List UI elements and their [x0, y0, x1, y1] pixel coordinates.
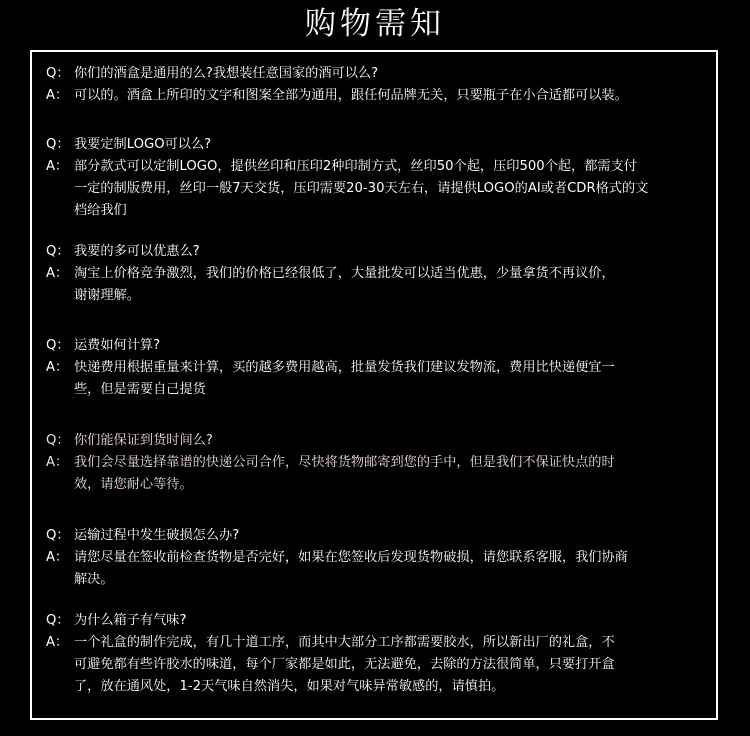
question-prefix: Q： [46, 66, 70, 81]
question-prefix: Q： [46, 433, 70, 448]
faq-item-7 [46, 610, 720, 698]
answer-line: 部分款式可以定制LOGO，提供丝印和压印2种印制方式，丝印50个起，压印500个起，都需支付 [74, 159, 637, 174]
answer-prefix: A： [46, 159, 69, 174]
faq-question [46, 525, 720, 547]
answer-prefix: A： [46, 455, 69, 470]
answer-line: 可以的。酒盒上所印的文字和图案全部为通用，跟任何品牌无关，只要瓶子在小合适都可以装。 [74, 88, 628, 103]
faq-item-5 [46, 430, 720, 496]
faq-answer [46, 85, 720, 107]
answer-line: 档给我们 [74, 203, 127, 218]
answer-line: 快递费用根据重量来计算，买的越多费用越高，批量发货我们建议发物流，费用比快递便宜一 [74, 360, 615, 375]
answer-prefix: A： [46, 635, 69, 650]
faq-answer [46, 547, 720, 591]
faq-question [46, 63, 720, 85]
faq-answer [46, 632, 720, 698]
faq-question [46, 610, 720, 632]
faq-question [46, 241, 720, 263]
faq-item-3 [46, 241, 720, 307]
answer-line: 请您尽量在签收前检查货物是否完好，如果在您签收后发现货物破损，请您联系客服，我们协商 [74, 550, 628, 565]
faq-question [46, 134, 720, 156]
page-title: 购物需知 [305, 6, 445, 42]
answer-line: 效，请您耐心等待。 [74, 477, 193, 492]
question-prefix: Q： [46, 613, 70, 628]
answer-line: 我们会尽量选择靠谱的快递公司合作，尽快将货物邮寄到您的手中，但是我们不保证快点的时 [74, 455, 615, 470]
question-prefix: Q： [46, 528, 70, 543]
question-text: 你们的酒盒是通用的么?我想装任意国家的酒可以么? [74, 66, 379, 81]
answer-line: 些，但是需要自己提货 [74, 382, 206, 397]
answer-line: 淘宝上价格竞争激烈，我们的价格已经很低了，大量批发可以适当优惠，少量拿货不再议价， [74, 266, 615, 281]
answer-line: 一定的制版费用，丝印一般7天交货，压印需要20-30天左右，请提供LOGO的AI或者CDR格式的文 [74, 181, 649, 196]
faq-item-4 [46, 335, 720, 401]
question-text: 我要定制LOGO可以么? [74, 137, 212, 152]
question-text: 运费如何计算? [74, 338, 161, 353]
faq-item-6 [46, 525, 720, 591]
answer-prefix: A： [46, 88, 69, 103]
question-text: 为什么箱子有气味? [74, 613, 187, 628]
answer-prefix: A： [46, 550, 69, 565]
answer-line: 一个礼盒的制作完成，有几十道工序，而其中大部分工序都需要胶水，所以新出厂的礼盒，不 [74, 635, 615, 650]
faq-question [46, 430, 720, 452]
answer-line: 谢谢理解。 [74, 288, 140, 303]
answer-prefix: A： [46, 360, 69, 375]
answer-line: 了，放在通风处，1-2天气味自然消失，如果对气味异常敏感的，请慎拍。 [74, 679, 505, 694]
question-text: 我要的多可以优惠么? [74, 244, 200, 259]
question-prefix: Q： [46, 244, 70, 259]
faq-answer [46, 452, 720, 496]
answer-line: 可避免都有些许胶水的味道，每个厂家都是如此，无法避免，去除的方法很简单，只要打开盒 [74, 657, 615, 672]
faq-answer [46, 357, 720, 401]
faq-item-1 [46, 63, 720, 107]
question-text: 运输过程中发生破损怎么办? [74, 528, 240, 543]
answer-prefix: A： [46, 266, 69, 281]
question-prefix: Q： [46, 338, 70, 353]
faq-question [46, 335, 720, 357]
faq-answer [46, 156, 720, 222]
faq-answer [46, 263, 720, 307]
answer-line: 解决。 [74, 572, 114, 587]
question-text: 你们能保证到货时间么? [74, 433, 213, 448]
question-prefix: Q： [46, 137, 70, 152]
faq-item-2 [46, 134, 720, 222]
